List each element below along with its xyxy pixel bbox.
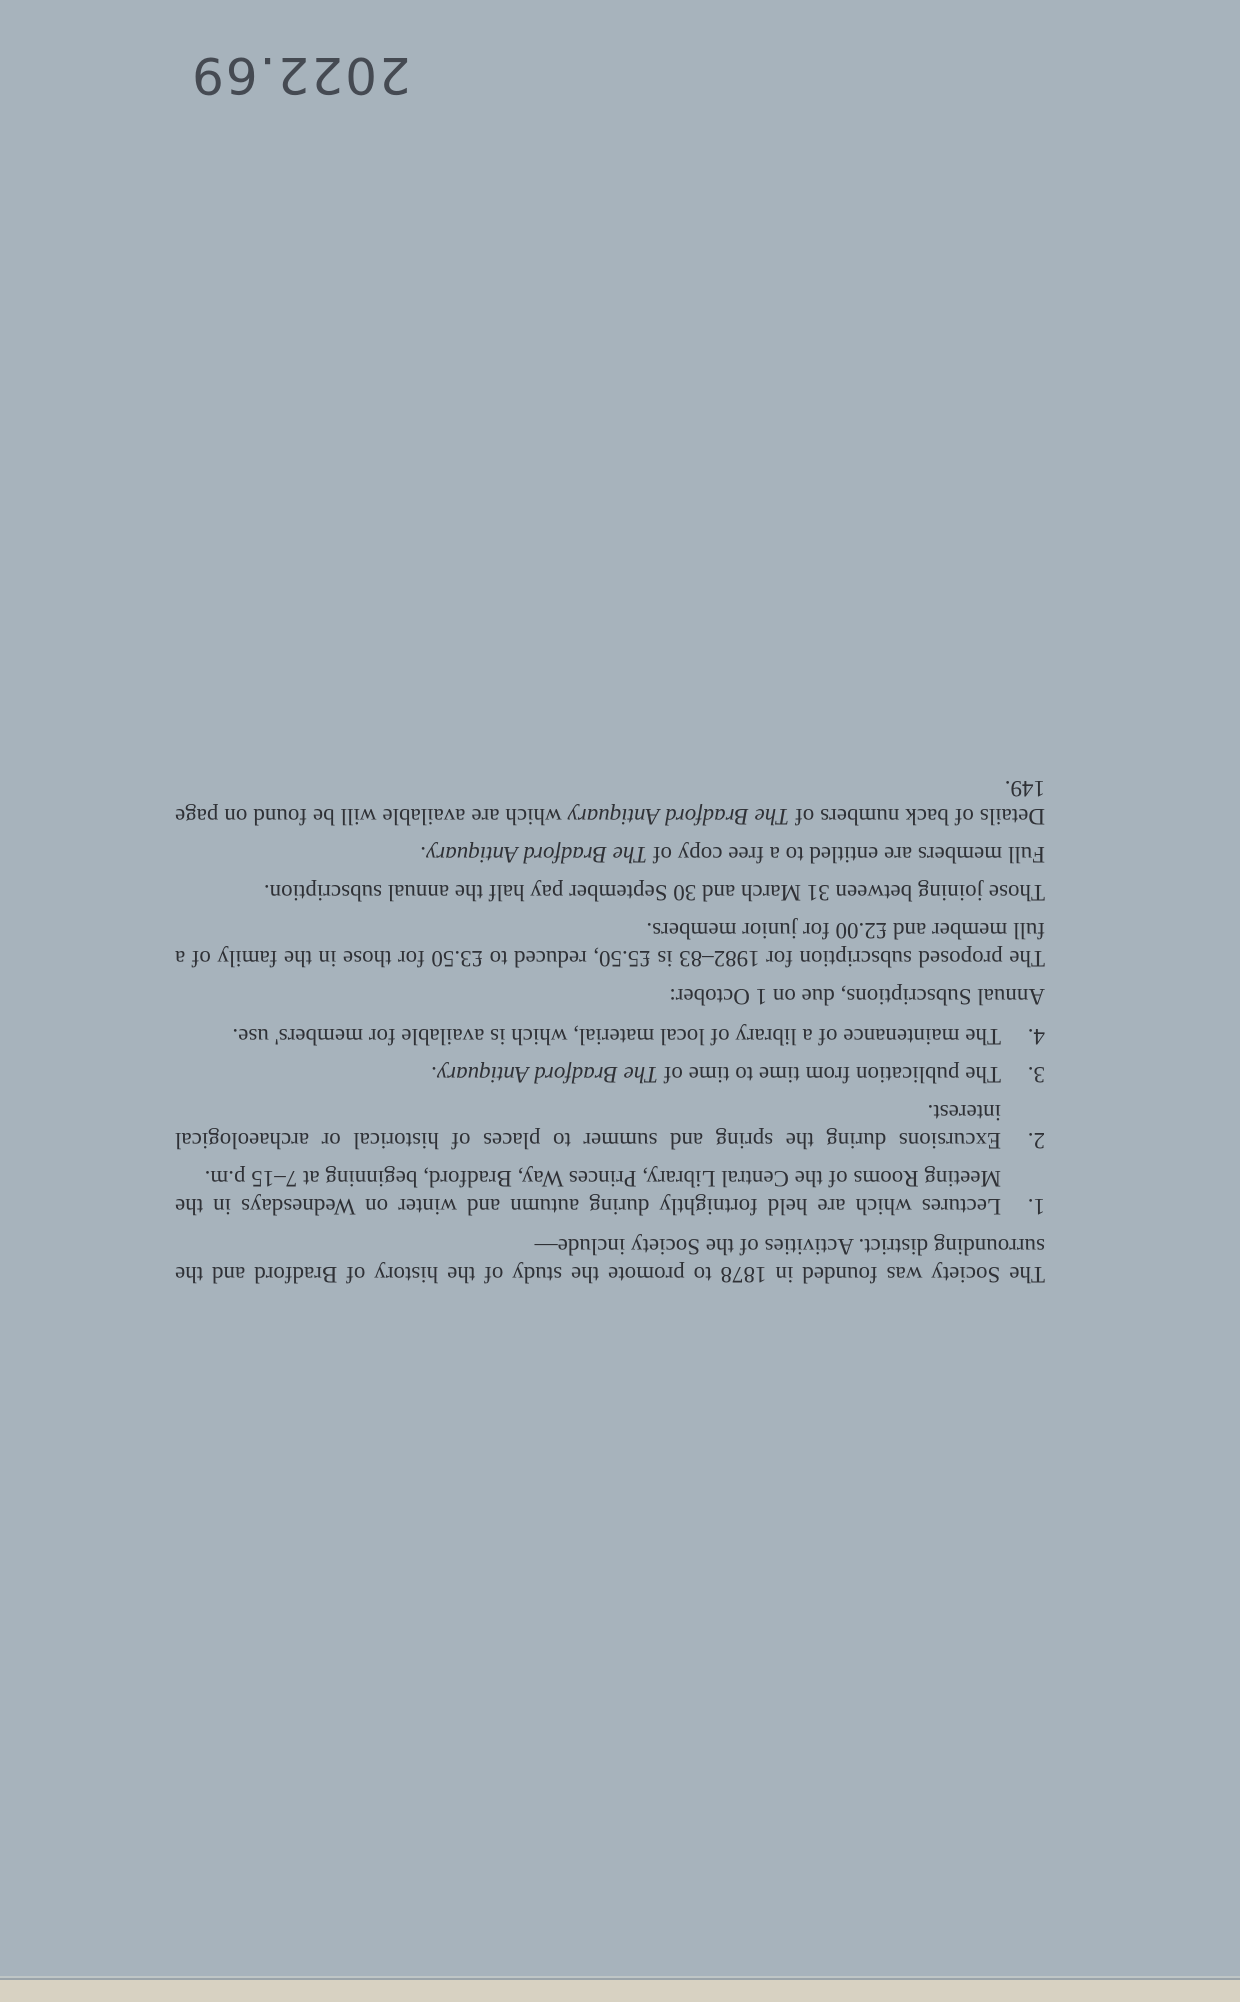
list-item-text: Lectures which are held fortnightly during autumn and winter on Wednesdays in the Meeting Rooms of the Central Library, Princes Way, Bradford, beginning at 7–15 p.m. (175, 1166, 1001, 1219)
free-copy-note (175, 840, 1045, 868)
back-numbers-note (175, 774, 1045, 830)
list-item-text: Excursions during the spring and summer to places of historical or archaeological interest. (175, 1100, 1001, 1153)
free-copy-end: . (420, 842, 427, 867)
list-item-number: 2. (1027, 1128, 1045, 1153)
list-item-number: 1. (1027, 1194, 1045, 1219)
back-numbers-end: which are available will be found on page 149. (174, 776, 1045, 829)
list-item-text (175, 1060, 1001, 1088)
list-item (175, 1164, 1045, 1220)
society-intro: The Society was founded in 1878 to promote the study of the history of Bradford and the surrounding district. Activities of the Society include— (175, 1234, 1045, 1287)
list-item (175, 1022, 1045, 1050)
journal-title: The Bradford Antiquary (426, 842, 648, 867)
journal-title: The Bradford Antiquary (567, 804, 790, 829)
journal-title: The Bradford Antiquary (436, 1062, 658, 1087)
free-copy-start: Full members are entitled to a free copy of (647, 842, 1045, 867)
list-item-text: The maintenance of a library of local material, which is available for members' use. (232, 1024, 1001, 1049)
activities-list (175, 1022, 1045, 1220)
half-year-note: Those joining between 31 March and 30 September pay half the annual subscription. (263, 880, 1045, 905)
subscriptions-heading: Annual Subscriptions, due on 1 October: (669, 984, 1045, 1009)
back-numbers-start: Details of back numbers of (789, 804, 1045, 829)
list-item (175, 1060, 1045, 1088)
list-item-number: 4. (1027, 1024, 1045, 1049)
handwritten-accession-mark: 2022.69 (190, 46, 411, 104)
list-item-text-start: The publication from time to time of (657, 1062, 1001, 1087)
list-item-text-end: . (431, 1062, 437, 1087)
list-item-number: 3. (1027, 1062, 1045, 1087)
page-edge-strip (0, 1978, 1240, 2002)
subscription-rate: The proposed subscription for 1982–83 is £5.50, reduced to £3.50 for those in the family of a full member and £2.00 for junior members. (175, 918, 1045, 971)
list-item (175, 1098, 1045, 1154)
society-information-text (175, 668, 1045, 1288)
